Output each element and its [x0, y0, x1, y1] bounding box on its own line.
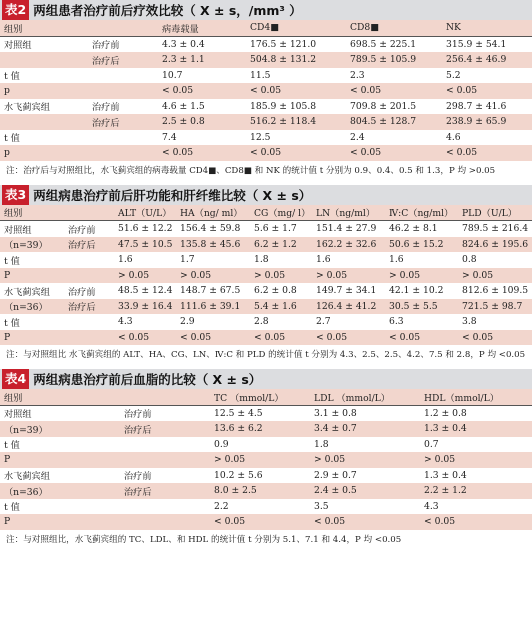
table-cell: 126.4 ± 41.2	[312, 299, 385, 315]
table-cell: < 0.05	[158, 145, 246, 161]
table-cell: 对照组	[0, 405, 120, 421]
table-cell: 1.8	[250, 252, 312, 268]
table-cell: 0.8	[458, 252, 532, 268]
table-cell: 111.6 ± 39.1	[176, 299, 250, 315]
table-cell: 148.7 ± 67.5	[176, 283, 250, 299]
table-3-note: 注：与对照组比 水飞蓟宾组的 ALT、HA、CG、LN、Ⅳ:C 和 PLD 的统计值 t 分别为 4.3、2.5、2.5、4.2、7.5 和 2.8，P 均 <0.05	[6, 350, 526, 360]
table-cell: 824.6 ± 195.6	[458, 237, 532, 253]
table-cell: 4.3 ± 0.4	[158, 36, 246, 52]
table-cell: 2.9	[176, 314, 250, 330]
table-cell: 4.6 ± 1.5	[158, 99, 246, 115]
table-cell: 789.5 ± 105.9	[346, 52, 442, 68]
table-cell: 治疗前	[120, 405, 210, 421]
table-cell: 4.6	[442, 130, 532, 146]
table-row	[0, 330, 532, 346]
table-cell: 698.5 ± 225.1	[346, 36, 442, 52]
table-cell	[0, 114, 88, 130]
table-cell: < 0.05	[346, 145, 442, 161]
table-cell: 10.2 ± 5.6	[210, 468, 310, 484]
table-row	[0, 114, 532, 130]
table-cell	[64, 205, 114, 221]
table-2	[0, 0, 532, 178]
table-cell: 2.3 ± 1.1	[158, 52, 246, 68]
table-cell: P	[0, 452, 120, 468]
table-cell: P	[0, 268, 64, 284]
table-3-title: 两组病患治疗前后肝功能和肝纤维比较（ X ± s）	[33, 187, 312, 203]
table-cell: > 0.05	[176, 268, 250, 284]
table-cell: t 值	[0, 437, 120, 453]
table-cell: 0.7	[420, 437, 532, 453]
table-row	[0, 514, 532, 530]
table-cell: t 值	[0, 130, 88, 146]
table-cell: 3.1 ± 0.8	[310, 405, 420, 421]
table-cell: 48.5 ± 12.4	[114, 283, 176, 299]
table-cell: 组别	[0, 20, 88, 36]
table-cell: LN（ng/ml）	[312, 205, 385, 221]
table-cell: < 0.05	[420, 514, 532, 530]
table-3-grid	[0, 205, 532, 346]
table-cell: 149.7 ± 34.1	[312, 283, 385, 299]
table-cell: 4.3	[420, 499, 532, 515]
table-cell: NK	[442, 20, 532, 36]
table-cell: 135.8 ± 45.6	[176, 237, 250, 253]
table-4-title: 两组病患治疗前后血脂的比较（ X ± s）	[33, 372, 262, 387]
table-row	[0, 221, 532, 237]
table-row	[0, 421, 532, 437]
table-cell: HDL（mmol/L）	[420, 389, 532, 405]
table-cell: 804.5 ± 128.7	[346, 114, 442, 130]
table-cell: ALT（U/L）	[114, 205, 176, 221]
table-cell: 2.7	[312, 314, 385, 330]
table-row	[0, 314, 532, 330]
table-cell: t 值	[0, 499, 120, 515]
table-cell: 516.2 ± 118.4	[246, 114, 346, 130]
table-cell: 47.5 ± 10.5	[114, 237, 176, 253]
table-cell: （n=36）	[0, 483, 120, 499]
table-row	[0, 268, 532, 284]
table-cell: 3.4 ± 0.7	[310, 421, 420, 437]
table-cell: 治疗前	[120, 468, 210, 484]
table-cell: p	[0, 83, 88, 99]
table-cell: 4.3	[114, 314, 176, 330]
table-cell: < 0.05	[114, 330, 176, 346]
table-cell: 2.4	[346, 130, 442, 146]
table-cell	[0, 52, 88, 68]
table-cell	[88, 68, 158, 84]
table-cell: 治疗前	[88, 36, 158, 52]
table-row	[0, 252, 532, 268]
table-cell: 151.4 ± 27.9	[312, 221, 385, 237]
table-cell: 1.3 ± 0.4	[420, 468, 532, 484]
table-cell: Ⅳ:C（ng/ml）	[385, 205, 458, 221]
table-cell: 水飞蓟宾组	[0, 283, 64, 299]
table-cell: 2.2 ± 1.2	[420, 483, 532, 499]
table-cell: CD4■	[246, 20, 346, 36]
table-cell: 12.5	[246, 130, 346, 146]
table-cell	[120, 452, 210, 468]
table-2-grid	[0, 20, 532, 161]
table-cell: CD8■	[346, 20, 442, 36]
table-cell: > 0.05	[312, 268, 385, 284]
table-cell: 238.9 ± 65.9	[442, 114, 532, 130]
table-cell: 256.4 ± 46.9	[442, 52, 532, 68]
table-cell: < 0.05	[210, 514, 310, 530]
table-cell: > 0.05	[385, 268, 458, 284]
table-cell: t 值	[0, 314, 64, 330]
table-cell: 对照组	[0, 221, 64, 237]
table-cell: 治疗前	[88, 99, 158, 115]
table-row	[0, 437, 532, 453]
table-cell: 789.5 ± 216.4	[458, 221, 532, 237]
table-row	[0, 83, 532, 99]
table-cell: < 0.05	[310, 514, 420, 530]
table-cell: 51.6 ± 12.2	[114, 221, 176, 237]
table-3	[0, 185, 532, 363]
table-cell: 13.6 ± 6.2	[210, 421, 310, 437]
table-cell: 5.6 ± 1.7	[250, 221, 312, 237]
table-cell: 156.4 ± 59.8	[176, 221, 250, 237]
table-cell	[88, 83, 158, 99]
table-cell: 33.9 ± 16.4	[114, 299, 176, 315]
table-cell: 185.9 ± 105.8	[246, 99, 346, 115]
table-cell	[88, 20, 158, 36]
table-cell: 3.8	[458, 314, 532, 330]
table-header-row	[0, 389, 532, 405]
table-cell: 5.2	[442, 68, 532, 84]
table-cell: 治疗后	[64, 237, 114, 253]
table-cell: 0.9	[210, 437, 310, 453]
table-cell: TC （mmol/L）	[210, 389, 310, 405]
table-cell	[120, 437, 210, 453]
table-cell: 1.6	[114, 252, 176, 268]
table-cell: 812.6 ± 109.5	[458, 283, 532, 299]
table-cell: > 0.05	[210, 452, 310, 468]
table-cell: 721.5 ± 98.7	[458, 299, 532, 315]
table-cell: P	[0, 514, 120, 530]
table-cell: 8.0 ± 2.5	[210, 483, 310, 499]
table-cell: < 0.05	[312, 330, 385, 346]
table-row	[0, 405, 532, 421]
table-cell: 1.3 ± 0.4	[420, 421, 532, 437]
table-2-badge: 表2	[2, 0, 29, 20]
table-cell: 对照组	[0, 36, 88, 52]
table-cell: 治疗前	[64, 221, 114, 237]
table-cell: 组别	[0, 389, 120, 405]
table-cell: 6.2 ± 0.8	[250, 283, 312, 299]
table-cell: 2.5 ± 0.8	[158, 114, 246, 130]
table-4	[0, 369, 532, 547]
table-cell: 病毒载量	[158, 20, 246, 36]
table-cell: 46.2 ± 8.1	[385, 221, 458, 237]
table-cell: 1.2 ± 0.8	[420, 405, 532, 421]
table-cell: LDL （mmol/L）	[310, 389, 420, 405]
table-cell: P	[0, 330, 64, 346]
table-cell: < 0.05	[346, 83, 442, 99]
table-row	[0, 237, 532, 253]
table-cell	[120, 514, 210, 530]
table-cell: > 0.05	[420, 452, 532, 468]
table-cell: 298.7 ± 41.6	[442, 99, 532, 115]
table-cell: 2.3	[346, 68, 442, 84]
table-cell	[120, 499, 210, 515]
table-cell: 治疗后	[88, 52, 158, 68]
table-cell: 176.5 ± 121.0	[246, 36, 346, 52]
table-cell: 1.8	[310, 437, 420, 453]
table-cell	[88, 145, 158, 161]
table-cell: PLD（U/L）	[458, 205, 532, 221]
table-cell: > 0.05	[458, 268, 532, 284]
table-cell: 12.5 ± 4.5	[210, 405, 310, 421]
table-2-title-bar	[0, 0, 532, 20]
table-3-title-bar	[0, 185, 532, 205]
table-row	[0, 145, 532, 161]
table-cell: 6.3	[385, 314, 458, 330]
table-cell: （n=36）	[0, 299, 64, 315]
table-cell: （n=39）	[0, 421, 120, 437]
table-cell	[64, 314, 114, 330]
table-4-note: 注：与对照组比，水飞蓟宾组的 TC、LDL、和 HDL 的统计值 t 分别为 5.1、7.1 和 4.4，P 均 <0.05	[6, 534, 402, 545]
table-cell: 2.8	[250, 314, 312, 330]
table-cell: CG（mg/ l）	[250, 205, 312, 221]
table-row	[0, 99, 532, 115]
table-cell: 治疗前	[64, 283, 114, 299]
table-cell: < 0.05	[246, 145, 346, 161]
table-cell: 2.2	[210, 499, 310, 515]
table-row	[0, 299, 532, 315]
table-cell: HA（ng/ ml）	[176, 205, 250, 221]
table-cell: 1.6	[385, 252, 458, 268]
table-cell: < 0.05	[458, 330, 532, 346]
table-cell: 10.7	[158, 68, 246, 84]
table-row	[0, 452, 532, 468]
table-4-title-bar	[0, 369, 532, 389]
table-cell: 治疗后	[88, 114, 158, 130]
table-cell: 5.4 ± 1.6	[250, 299, 312, 315]
table-cell: < 0.05	[158, 83, 246, 99]
table-cell: t 值	[0, 252, 64, 268]
table-row	[0, 499, 532, 515]
table-cell: （n=39）	[0, 237, 64, 253]
table-cell	[64, 268, 114, 284]
table-cell: 水飞蓟宾组	[0, 99, 88, 115]
table-cell: 组别	[0, 205, 64, 221]
table-cell: 6.2 ± 1.2	[250, 237, 312, 253]
table-cell: p	[0, 145, 88, 161]
table-cell: 1.6	[312, 252, 385, 268]
table-cell: < 0.05	[246, 83, 346, 99]
table-2-title: 两组患者治疗前后疗效比较（ X ± s，/mm³ ）	[33, 3, 302, 18]
table-cell	[88, 130, 158, 146]
table-3-badge: 表3	[2, 185, 29, 205]
table-row	[0, 283, 532, 299]
table-row	[0, 130, 532, 146]
table-cell: < 0.05	[442, 145, 532, 161]
table-header-row	[0, 20, 532, 36]
table-cell	[64, 330, 114, 346]
table-cell: 11.5	[246, 68, 346, 84]
table-cell: < 0.05	[176, 330, 250, 346]
table-cell: < 0.05	[442, 83, 532, 99]
table-cell: 504.8 ± 131.2	[246, 52, 346, 68]
table-cell: > 0.05	[310, 452, 420, 468]
table-cell: < 0.05	[385, 330, 458, 346]
table-cell: 治疗后	[120, 421, 210, 437]
table-cell: > 0.05	[114, 268, 176, 284]
table-row	[0, 483, 532, 499]
table-cell: 162.2 ± 32.6	[312, 237, 385, 253]
table-cell: 治疗后	[120, 483, 210, 499]
table-cell: 50.6 ± 15.2	[385, 237, 458, 253]
table-cell: 水飞蓟宾组	[0, 468, 120, 484]
table-cell: 30.5 ± 5.5	[385, 299, 458, 315]
table-cell: 7.4	[158, 130, 246, 146]
table-row	[0, 52, 532, 68]
table-cell: t 值	[0, 68, 88, 84]
table-row	[0, 468, 532, 484]
table-cell: < 0.05	[250, 330, 312, 346]
table-4-badge: 表4	[2, 369, 29, 389]
table-row	[0, 36, 532, 52]
table-header-row	[0, 205, 532, 221]
table-cell: 315.9 ± 54.1	[442, 36, 532, 52]
table-cell: 2.4 ± 0.5	[310, 483, 420, 499]
table-cell: 42.1 ± 10.2	[385, 283, 458, 299]
table-cell: 3.5	[310, 499, 420, 515]
table-4-grid	[0, 389, 532, 530]
table-cell: 治疗后	[64, 299, 114, 315]
table-cell: 2.9 ± 0.7	[310, 468, 420, 484]
table-cell: > 0.05	[250, 268, 312, 284]
table-cell	[120, 389, 210, 405]
table-2-note: 注：治疗后与对照组比，水飞蓟宾组的病毒载量 CD4■、CD8■ 和 NK 的统计值 t 分别为 0.9、0.4、0.5 和 1.3，P 均 >0.05	[6, 165, 496, 176]
table-cell	[64, 252, 114, 268]
table-row	[0, 68, 532, 84]
table-cell: 1.7	[176, 252, 250, 268]
table-cell: 709.8 ± 201.5	[346, 99, 442, 115]
